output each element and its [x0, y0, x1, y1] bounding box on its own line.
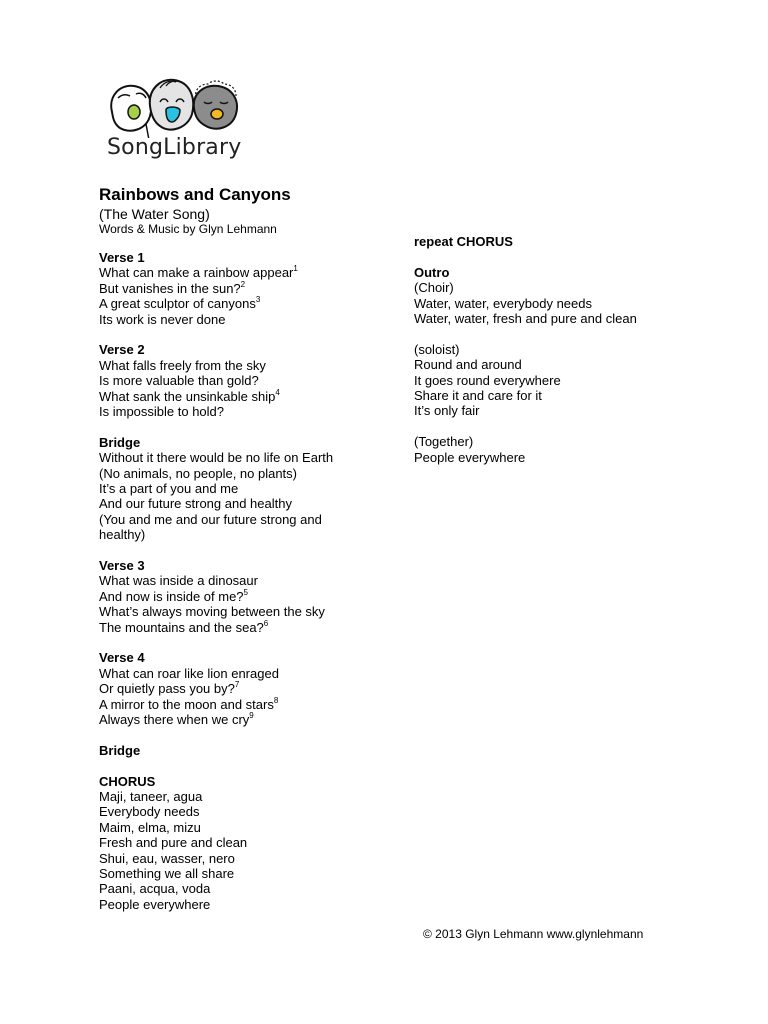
- bridge2-heading: Bridge: [99, 742, 141, 758]
- chorus-heading: CHORUS: [99, 773, 156, 789]
- footnote-marker: 6: [263, 618, 269, 628]
- lyric-line: It’s only fair: [414, 403, 480, 419]
- song-credit: Words & Music by Glyn Lehmann: [99, 222, 277, 236]
- songlibrary-logo: [104, 76, 254, 166]
- lyric-line: Is impossible to hold?: [99, 404, 225, 420]
- lyric-line: (Together): [414, 434, 474, 450]
- lyric-line: A mirror to the moon and stars$^8$: [99, 695, 279, 712]
- lyric-line: Without it there would be no life on Earth: [99, 450, 334, 466]
- lyric-line: What falls freely from the sky: [99, 357, 266, 373]
- lyric-line: Shui, eau, wasser, nero: [99, 850, 235, 866]
- lyric-line: What sank the unsinkable ship$^4$: [99, 387, 280, 404]
- lyric-line: People everywhere: [99, 896, 211, 912]
- footnote-marker: 5: [243, 587, 248, 597]
- lyric-line: Share it and care for it: [414, 388, 542, 403]
- footnote-marker: 2: [240, 279, 246, 289]
- lyric-line: (Choir): [414, 280, 454, 296]
- singing-faces-icon: [104, 76, 254, 138]
- verse3-heading: Verse 3: [99, 558, 145, 574]
- outro-heading: Outro: [414, 264, 450, 280]
- lyric-line: Maim, elma, mizu: [99, 819, 201, 835]
- verse2-heading: Verse 2: [99, 342, 145, 358]
- lyric-line: It goes round everywhere: [414, 372, 561, 388]
- lyric-line: Is more valuable than gold?: [99, 373, 259, 389]
- song-title: Rainbows and Canyons: [99, 185, 291, 204]
- footnote-marker: 4: [275, 387, 280, 397]
- lyrics-right-column: [414, 234, 734, 465]
- lyric-line: People everywhere: [414, 449, 526, 465]
- lyric-line: A great sculptor of canyons$^3$: [99, 295, 261, 312]
- lyric-line: And our future strong and healthy: [99, 496, 292, 512]
- lyric-line: (No animals, no people, no plants): [99, 465, 298, 481]
- lyric-line: Paani, acqua, voda: [99, 881, 211, 897]
- lyric-line: Its work is never done: [99, 311, 226, 327]
- lyric-line: Something we all share: [99, 866, 235, 882]
- lyric-line: But vanishes in the sun?$^2$: [99, 279, 246, 296]
- lyric-line: Everybody needs: [99, 804, 200, 820]
- verse4-heading: Verse 4: [99, 650, 145, 666]
- lyric-line: And now is inside of me?$^5$: [99, 587, 248, 604]
- bridge-heading: Bridge: [99, 434, 141, 450]
- lyric-line: Fresh and pure and clean: [99, 835, 248, 851]
- lyric-line: Water, water, everybody needs: [414, 295, 593, 311]
- lyric-line: What can roar like lion enraged: [99, 665, 279, 681]
- lyric-line: Always there when we cry$^9$: [99, 711, 254, 728]
- lyric-line: It’s a part of you and me: [99, 481, 239, 497]
- verse1-heading: Verse 1: [99, 250, 145, 265]
- lyric-line: What was inside a dinosaur: [99, 573, 258, 589]
- footnote-marker: 9: [249, 711, 254, 721]
- song-subtitle: (The Water Song): [99, 206, 210, 222]
- lyric-line: What can make a rainbow appear$^1$: [99, 264, 298, 281]
- footnote-marker: 1: [293, 264, 298, 274]
- footnote-marker: 3: [255, 295, 261, 305]
- lyric-line: Or quietly pass you by?$^7$: [99, 680, 240, 697]
- lyric-line: The mountains and the sea?$^6$: [99, 618, 269, 635]
- lyric-line: Maji, taneer, agua: [99, 789, 203, 805]
- footnote-marker: 7: [234, 680, 240, 690]
- lyric-line: (soloist): [414, 341, 460, 357]
- lyric-line: Water, water, fresh and pure and clean: [414, 310, 637, 326]
- footnote-marker: 8: [273, 695, 279, 705]
- copyright-footer: © 2013 Glyn Lehmann www.glynlehmann: [423, 927, 644, 941]
- lyric-line: What’s always moving between the sky: [99, 604, 325, 620]
- repeat-chorus-heading: repeat CHORUS: [414, 234, 513, 249]
- lyric-line: (You and me and our future strong and healthy): [99, 511, 322, 543]
- lyric-line: Round and around: [414, 357, 522, 373]
- logo-wordmark: SongLibrary: [107, 135, 242, 160]
- lyrics-left-column: [99, 250, 419, 912]
